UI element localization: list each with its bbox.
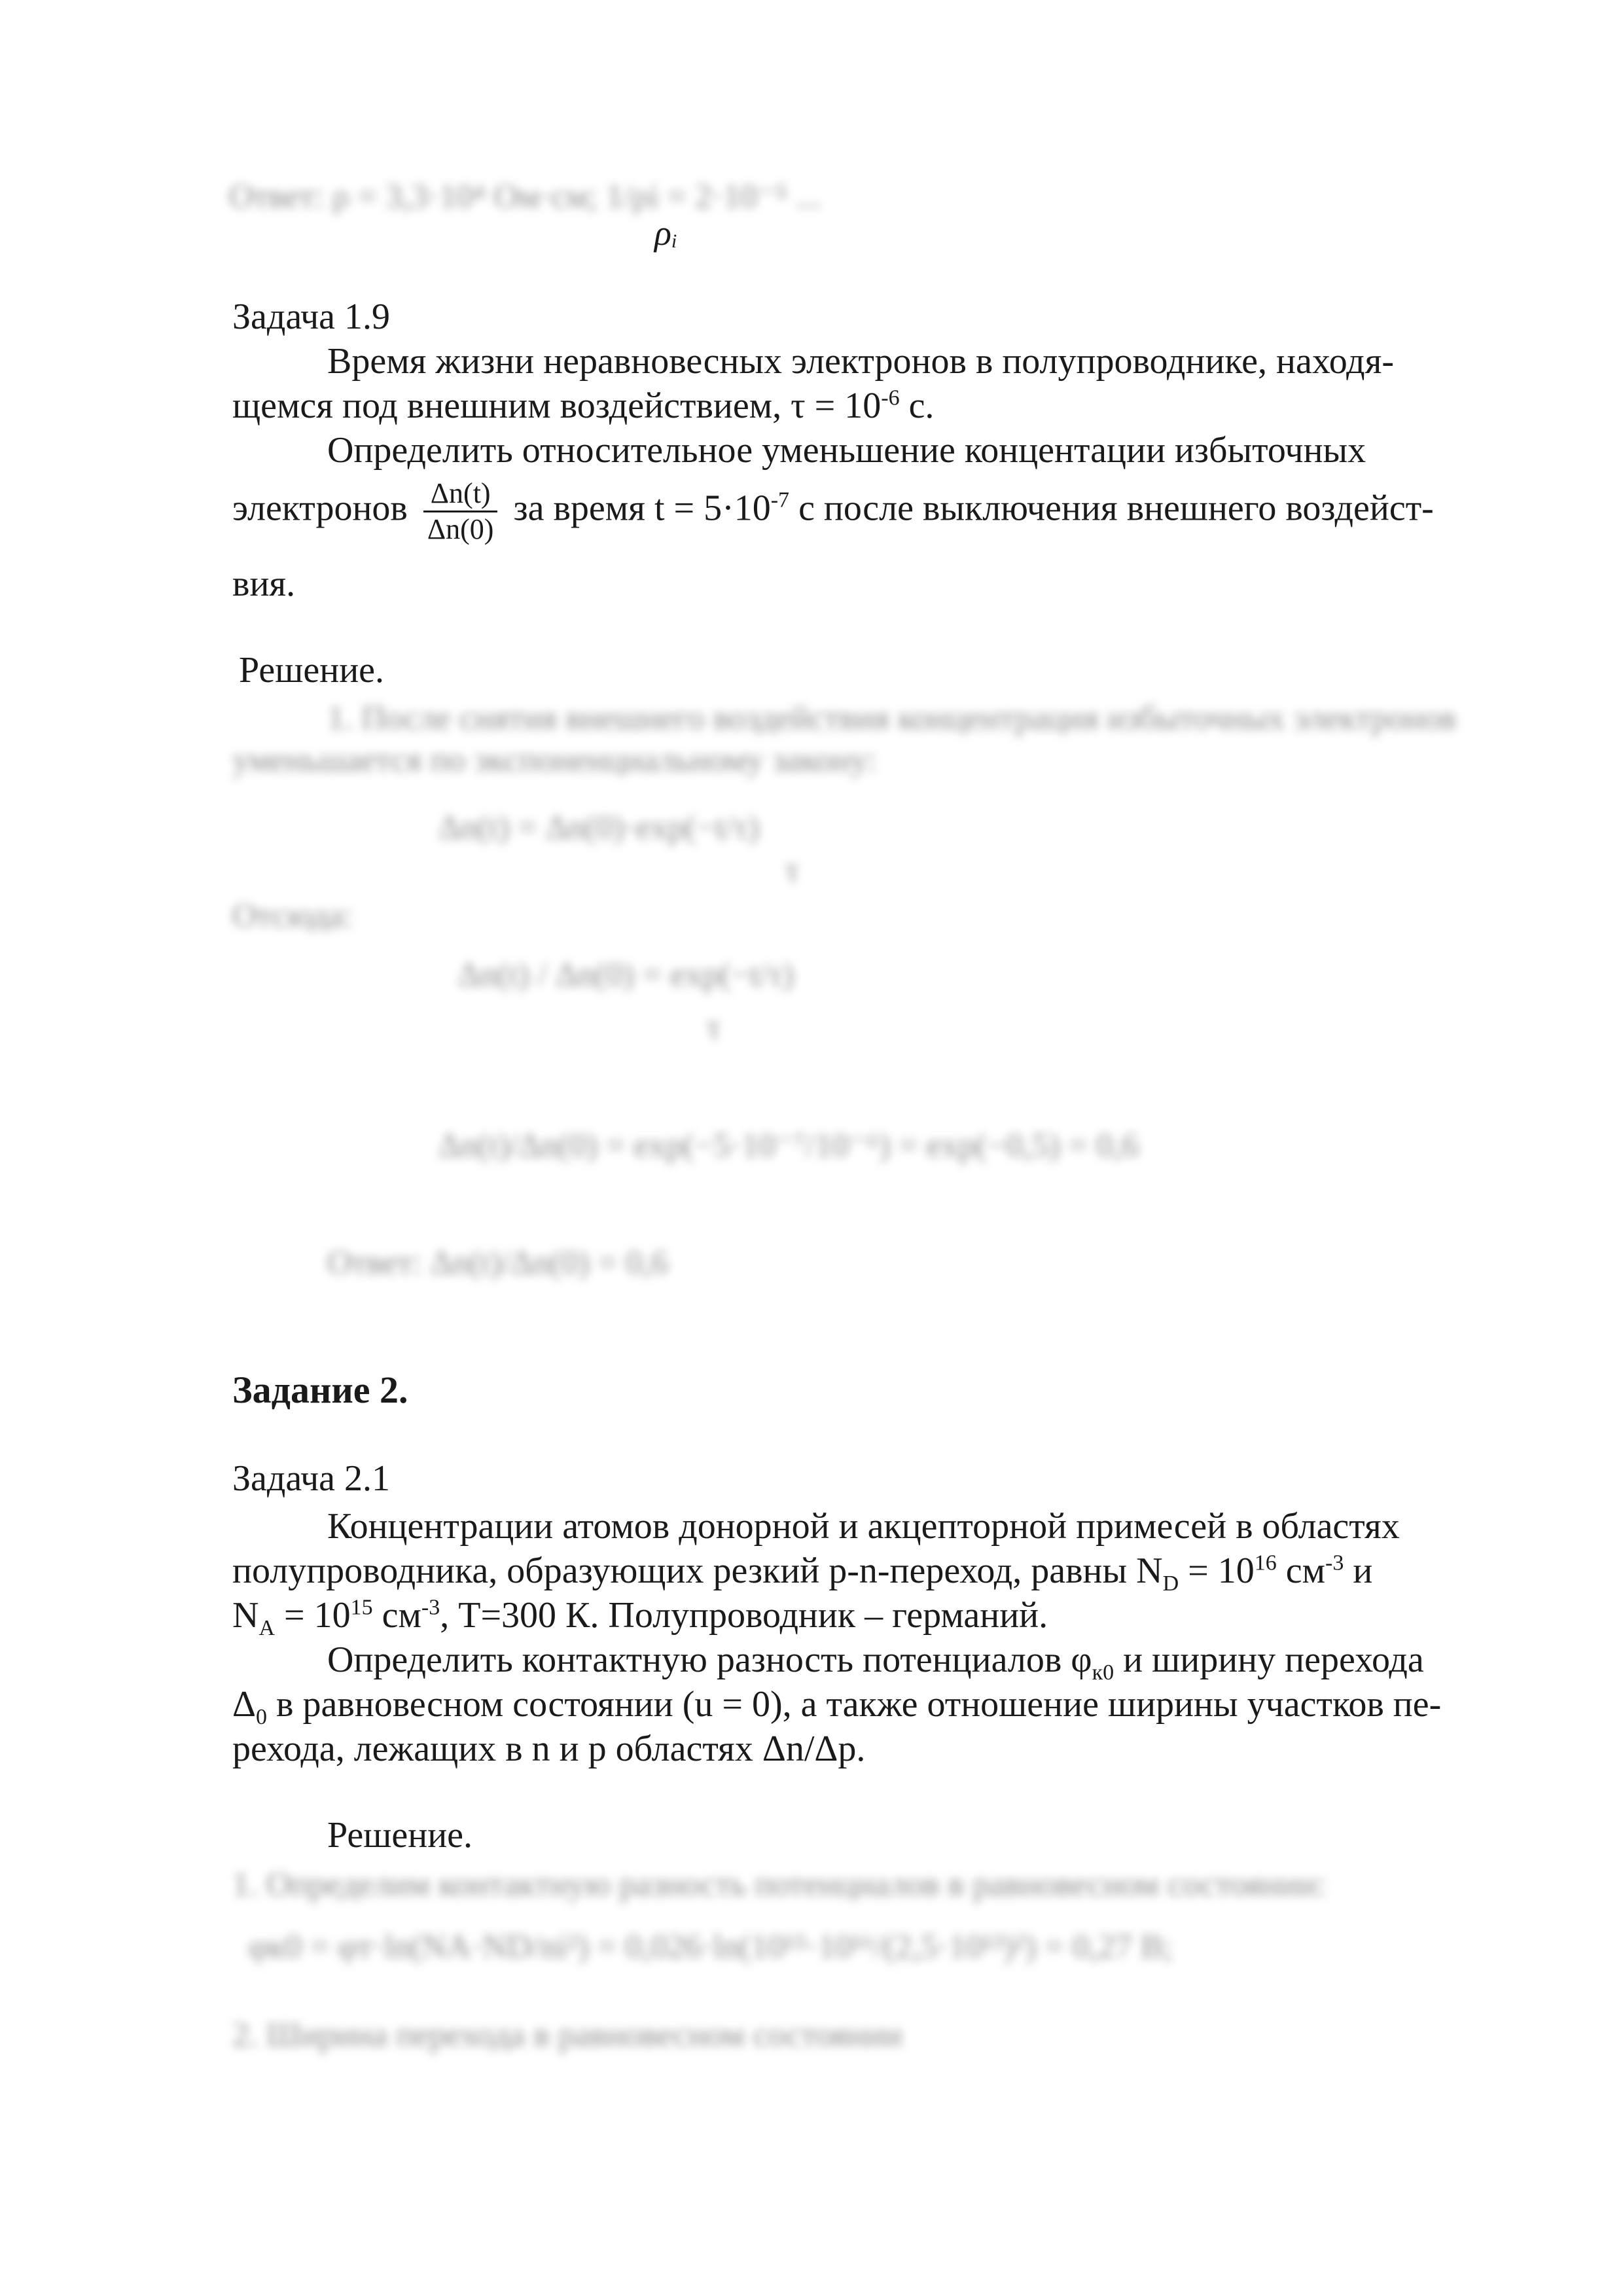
blurred-formula: Δn(t) = Δn(0)·exp(−t/τ) xyxy=(438,809,760,846)
task-2-1-solution-label: Решение. xyxy=(327,1815,473,1856)
blurred-solution-line: 2. Ширина перехода в равновесном состоянии xyxy=(232,2017,902,2054)
task-2-1-line5: $\Delta_0$ в равновесном состоянии (u = 0), а также отношение ширины участков пе- xyxy=(232,1684,1442,1730)
assignment-2-title: Задание 2. xyxy=(232,1369,408,1411)
task-2-1-line2: полупроводника, образующих резкий p-n-переход, равны $N_D = 10^{16}$ $см^{-3}$ и xyxy=(232,1551,1373,1596)
blurred-formula: τ xyxy=(785,852,799,889)
task-1-9-line1: Время жизни неравновесных электронов в полупроводнике, находя- xyxy=(327,341,1394,382)
task-1-9-line4: электронов $\frac{\Delta n(t)}{\Delta n(0)}$ за время $t = 5\cdot 10^{-7}$ с после выключения внешнего воздейст- xyxy=(232,477,1434,545)
task-1-9-line3: Определить относительное уменьшение концентации избыточных xyxy=(327,430,1366,471)
task-2-1-line4: Определить контактную разность потенциалов $\varphi_{к0}$ и ширину перехода xyxy=(327,1640,1424,1685)
blurred-solution-line: 1. После снятия внешнего воздействия концентрация избыточных электронов xyxy=(327,700,1457,737)
task-1-9-line5: вия. xyxy=(232,564,296,604)
blurred-solution-line: уменьшается по экспоненциальному закону: xyxy=(232,742,877,779)
task-1-9-line2: щемся под внешним воздействием, $\tau = 10^{-6}$ с. xyxy=(232,386,935,426)
blurred-formula: τ xyxy=(707,1009,721,1046)
fraction-dn: $\frac{\Delta n(t)}{\Delta n(0)}$ xyxy=(423,476,498,547)
rho-symbol: $\rho_i$ xyxy=(654,213,677,253)
blurred-answer-top: Ответ: ρ = 3,3·10⁴ Ом·см; 1/ρi = 2·10⁻⁵ ... xyxy=(229,178,821,215)
blurred-formula: φк0 = φт·ln(NA·ND/ni²) = 0,026·ln(10¹⁵·10¹⁶/(2,5·10¹³)²) = 0,27 В; xyxy=(249,1928,1173,1965)
blurred-answer: Ответ: Δn(t)/Δn(0) = 0,6 xyxy=(327,1244,669,1282)
blurred-formula: Δn(t)/Δn(0) = exp(−5·10⁻⁷/10⁻⁶) = exp(−0,5) = 0,6 xyxy=(438,1127,1139,1164)
task-2-1-line6: рехода, лежащих в n и p областях Δn/Δp. xyxy=(232,1729,866,1769)
blurred-solution-line: Отсюда: xyxy=(232,897,353,935)
task-2-1-line3: $N_A = 10^{15}$ $см^{-3}$, T=300 К. Полупроводник – германий. xyxy=(232,1595,1048,1641)
task-1-9-solution-label: Решение. xyxy=(239,650,385,691)
task-1-9-title: Задача 1.9 xyxy=(232,296,391,337)
blurred-solution-line: 1. Определим контактную разность потенциалов в равновесном состоянии: xyxy=(232,1866,1327,1903)
task-2-1-title: Задача 2.1 xyxy=(232,1458,391,1499)
blurred-formula: Δn(t) / Δn(0) = exp(−t/τ) xyxy=(458,956,794,994)
task-2-1-line1: Концентрации атомов донорной и акцепторной примесей в областях xyxy=(327,1506,1400,1547)
